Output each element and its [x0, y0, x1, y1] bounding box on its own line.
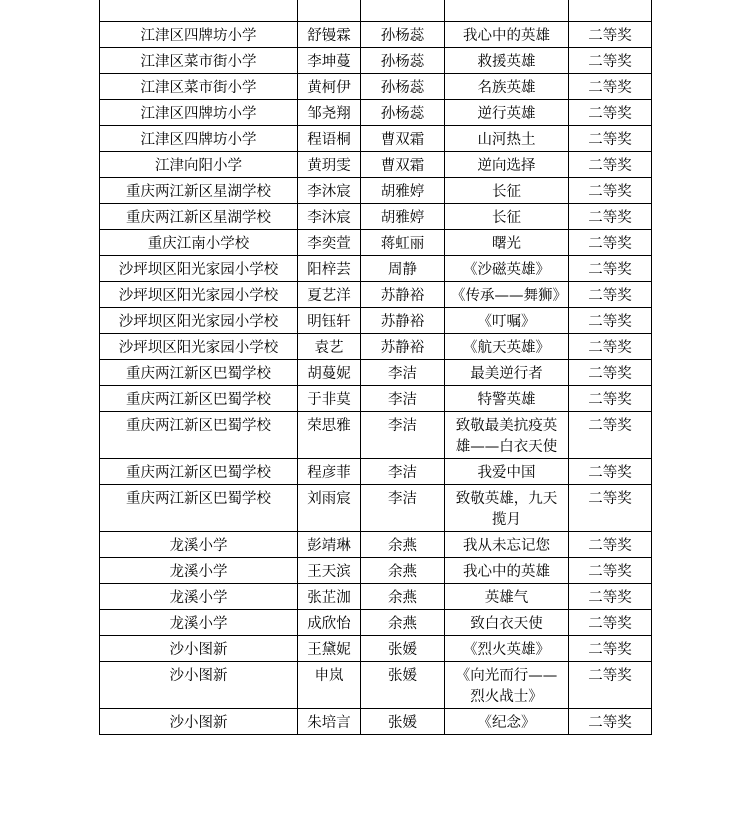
school-cell: 重庆两江新区巴蜀学校	[100, 459, 298, 485]
school-cell: 江津区菜市街小学	[100, 74, 298, 100]
teacher-cell: 孙杨蕊	[361, 100, 445, 126]
teacher-cell: 曹双霜	[361, 152, 445, 178]
table-row	[100, 178, 652, 204]
teacher-cell: 苏静裕	[361, 334, 445, 360]
teacher-cell	[361, 0, 445, 22]
table-row	[100, 74, 652, 100]
student-cell: 李坤蔓	[298, 48, 361, 74]
award-cell: 二等奖	[569, 100, 652, 126]
teacher-cell: 胡雅婷	[361, 178, 445, 204]
school-cell: 江津区四牌坊小学	[100, 100, 298, 126]
table-row	[100, 532, 652, 558]
student-cell: 胡蔓妮	[298, 360, 361, 386]
award-cell: 二等奖	[569, 636, 652, 662]
teacher-cell: 张媛	[361, 709, 445, 735]
table-row	[100, 360, 652, 386]
school-cell: 沙小图新	[100, 662, 298, 709]
title-cell: 《传承——舞狮》	[445, 282, 569, 308]
title-cell: 最美逆行者	[445, 360, 569, 386]
table-row	[100, 256, 652, 282]
title-cell: 山河热土	[445, 126, 569, 152]
teacher-cell: 胡雅婷	[361, 204, 445, 230]
title-cell: 《烈火英雄》	[445, 636, 569, 662]
table-row	[100, 584, 652, 610]
teacher-cell: 孙杨蕊	[361, 48, 445, 74]
award-table	[99, 0, 652, 735]
award-cell: 二等奖	[569, 485, 652, 532]
table-row	[100, 709, 652, 735]
student-cell: 彭靖琳	[298, 532, 361, 558]
student-cell: 程彦菲	[298, 459, 361, 485]
award-cell	[569, 0, 652, 22]
school-cell: 重庆两江新区星湖学校	[100, 204, 298, 230]
school-cell: 龙溪小学	[100, 532, 298, 558]
school-cell: 重庆两江新区巴蜀学校	[100, 360, 298, 386]
award-cell: 二等奖	[569, 412, 652, 459]
table-row	[100, 610, 652, 636]
award-cell: 二等奖	[569, 709, 652, 735]
school-cell: 沙坪坝区阳光家园小学校	[100, 308, 298, 334]
student-cell: 黄玥雯	[298, 152, 361, 178]
student-cell: 程语桐	[298, 126, 361, 152]
award-cell: 二等奖	[569, 584, 652, 610]
student-cell: 张芷泇	[298, 584, 361, 610]
student-cell: 黄柯伊	[298, 74, 361, 100]
table-row	[100, 485, 652, 532]
school-cell: 沙小图新	[100, 636, 298, 662]
award-cell: 二等奖	[569, 662, 652, 709]
title-cell: 我心中的英雄	[445, 558, 569, 584]
table-row	[100, 22, 652, 48]
table-row	[100, 230, 652, 256]
table-row	[100, 126, 652, 152]
title-cell: 逆向选择	[445, 152, 569, 178]
title-cell: 《纪念》	[445, 709, 569, 735]
teacher-cell: 蒋虹丽	[361, 230, 445, 256]
school-cell: 龙溪小学	[100, 584, 298, 610]
award-cell: 二等奖	[569, 48, 652, 74]
award-cell: 二等奖	[569, 152, 652, 178]
teacher-cell: 苏静裕	[361, 282, 445, 308]
teacher-cell: 余燕	[361, 610, 445, 636]
award-cell: 二等奖	[569, 178, 652, 204]
teacher-cell: 孙杨蕊	[361, 74, 445, 100]
school-cell: 沙小图新	[100, 709, 298, 735]
table-row	[100, 386, 652, 412]
student-cell: 朱培言	[298, 709, 361, 735]
school-cell: 重庆两江新区星湖学校	[100, 178, 298, 204]
award-cell: 二等奖	[569, 386, 652, 412]
student-cell: 明钰轩	[298, 308, 361, 334]
table-row	[100, 412, 652, 459]
table-row	[100, 48, 652, 74]
table-row	[100, 636, 652, 662]
school-cell: 沙坪坝区阳光家园小学校	[100, 334, 298, 360]
award-cell: 二等奖	[569, 204, 652, 230]
student-cell: 舒镘霖	[298, 22, 361, 48]
title-cell: 长征	[445, 204, 569, 230]
teacher-cell: 余燕	[361, 558, 445, 584]
student-cell: 阳梓芸	[298, 256, 361, 282]
award-cell: 二等奖	[569, 334, 652, 360]
award-table-body	[100, 0, 652, 735]
award-list-document	[99, 0, 651, 735]
table-row	[100, 282, 652, 308]
school-cell: 龙溪小学	[100, 558, 298, 584]
award-cell: 二等奖	[569, 256, 652, 282]
teacher-cell: 李洁	[361, 459, 445, 485]
teacher-cell: 余燕	[361, 532, 445, 558]
teacher-cell: 张媛	[361, 662, 445, 709]
student-cell: 申岚	[298, 662, 361, 709]
title-cell: 致敬最美抗疫英雄——白衣天使	[445, 412, 569, 459]
award-cell: 二等奖	[569, 230, 652, 256]
student-cell: 荣思雅	[298, 412, 361, 459]
teacher-cell: 李洁	[361, 386, 445, 412]
title-cell: 我爱中国	[445, 459, 569, 485]
table-row	[100, 152, 652, 178]
title-cell: 逆行英雄	[445, 100, 569, 126]
student-cell: 于非莫	[298, 386, 361, 412]
title-cell: 我心中的英雄	[445, 22, 569, 48]
student-cell: 王天滨	[298, 558, 361, 584]
table-row	[100, 204, 652, 230]
school-cell: 沙坪坝区阳光家园小学校	[100, 256, 298, 282]
title-cell: 特警英雄	[445, 386, 569, 412]
award-cell: 二等奖	[569, 126, 652, 152]
teacher-cell: 孙杨蕊	[361, 22, 445, 48]
award-cell: 二等奖	[569, 532, 652, 558]
table-row	[100, 558, 652, 584]
award-cell: 二等奖	[569, 282, 652, 308]
student-cell: 李沐宸	[298, 178, 361, 204]
award-cell: 二等奖	[569, 74, 652, 100]
student-cell: 成欣怡	[298, 610, 361, 636]
teacher-cell: 张媛	[361, 636, 445, 662]
title-cell: 救援英雄	[445, 48, 569, 74]
student-cell: 袁艺	[298, 334, 361, 360]
student-cell: 邹尧翔	[298, 100, 361, 126]
student-cell: 夏艺洋	[298, 282, 361, 308]
title-cell	[445, 0, 569, 22]
student-cell: 王黛妮	[298, 636, 361, 662]
title-cell: 长征	[445, 178, 569, 204]
student-cell	[298, 0, 361, 22]
school-cell	[100, 0, 298, 22]
school-cell: 重庆两江新区巴蜀学校	[100, 386, 298, 412]
school-cell: 重庆两江新区巴蜀学校	[100, 412, 298, 459]
title-cell: 《沙磁英雄》	[445, 256, 569, 282]
school-cell: 重庆江南小学校	[100, 230, 298, 256]
school-cell: 江津区四牌坊小学	[100, 22, 298, 48]
award-cell: 二等奖	[569, 308, 652, 334]
table-row	[100, 662, 652, 709]
school-cell: 江津区四牌坊小学	[100, 126, 298, 152]
award-cell: 二等奖	[569, 360, 652, 386]
award-cell: 二等奖	[569, 22, 652, 48]
school-cell: 江津向阳小学	[100, 152, 298, 178]
table-row	[100, 0, 652, 22]
table-row	[100, 334, 652, 360]
teacher-cell: 余燕	[361, 584, 445, 610]
teacher-cell: 李洁	[361, 485, 445, 532]
title-cell: 曙光	[445, 230, 569, 256]
title-cell: 致白衣天使	[445, 610, 569, 636]
student-cell: 李奕萱	[298, 230, 361, 256]
school-cell: 沙坪坝区阳光家园小学校	[100, 282, 298, 308]
title-cell: 名族英雄	[445, 74, 569, 100]
teacher-cell: 苏静裕	[361, 308, 445, 334]
school-cell: 重庆两江新区巴蜀学校	[100, 485, 298, 532]
teacher-cell: 李洁	[361, 360, 445, 386]
table-row	[100, 308, 652, 334]
award-cell: 二等奖	[569, 459, 652, 485]
title-cell: 《航天英雄》	[445, 334, 569, 360]
table-row	[100, 100, 652, 126]
school-cell: 江津区菜市街小学	[100, 48, 298, 74]
teacher-cell: 周静	[361, 256, 445, 282]
school-cell: 龙溪小学	[100, 610, 298, 636]
student-cell: 刘雨宸	[298, 485, 361, 532]
title-cell: 我从未忘记您	[445, 532, 569, 558]
title-cell: 《向光而行——烈火战士》	[445, 662, 569, 709]
title-cell: 《叮嘱》	[445, 308, 569, 334]
award-cell: 二等奖	[569, 558, 652, 584]
teacher-cell: 曹双霜	[361, 126, 445, 152]
student-cell: 李沐宸	[298, 204, 361, 230]
teacher-cell: 李洁	[361, 412, 445, 459]
table-row	[100, 459, 652, 485]
title-cell: 致敬英雄，九天揽月	[445, 485, 569, 532]
title-cell: 英雄气	[445, 584, 569, 610]
award-cell: 二等奖	[569, 610, 652, 636]
